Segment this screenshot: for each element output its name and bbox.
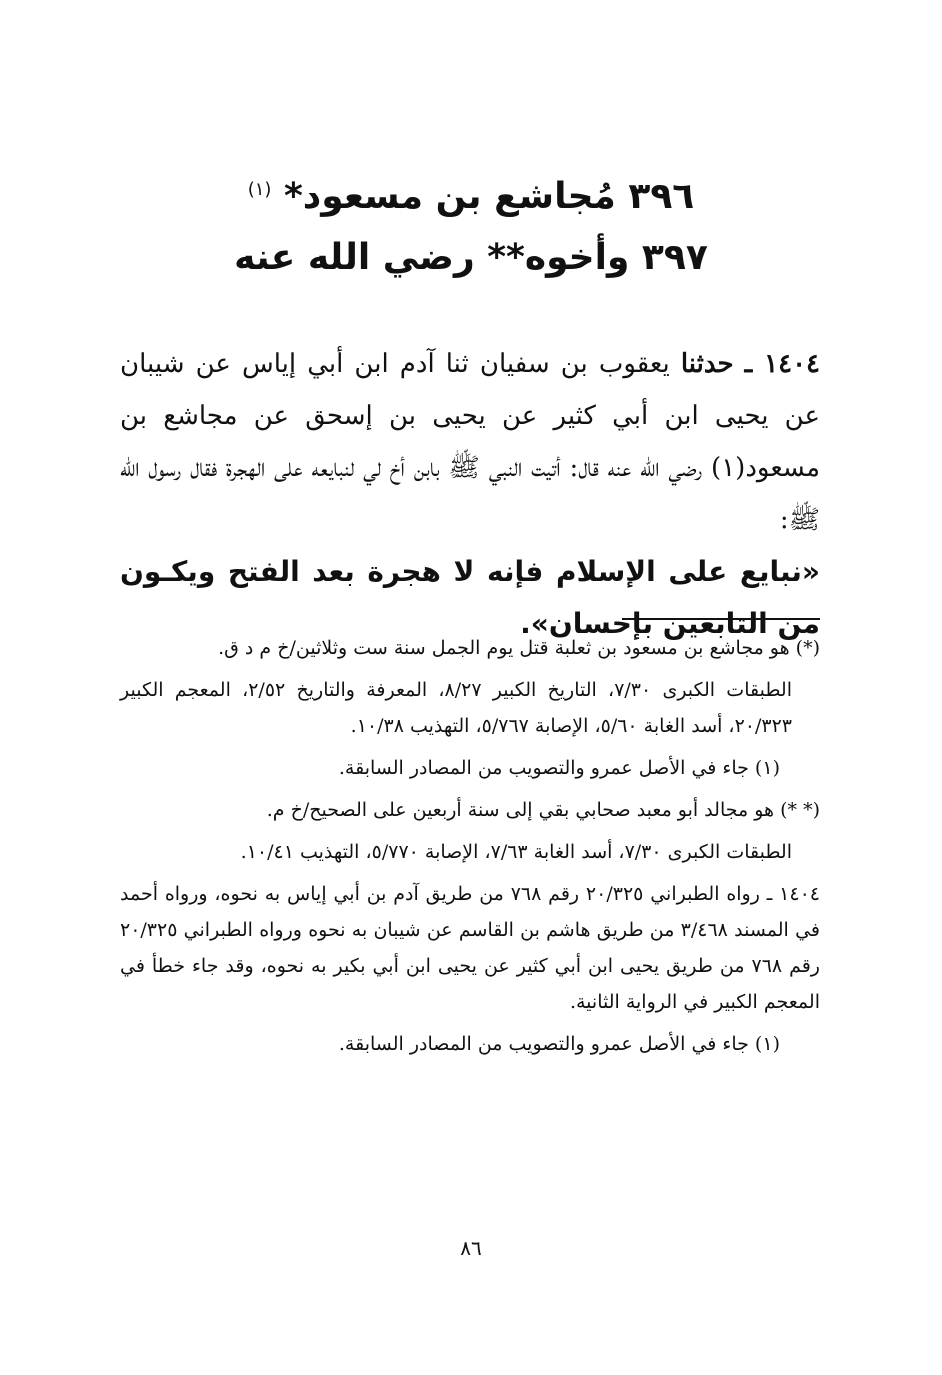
page-number: ٨٦ [460,1236,482,1260]
hadith-opening: حدثنا [680,349,734,379]
heading-text: ٣٩٧ وأخوه** رضي الله عنه [234,237,708,278]
footnote-marker: (١) [247,179,272,200]
hadith-matn: «نبايع على الإسلام فإنه لا هجرة بعد الفتح ويكـون من التابعين بإحسان». [120,555,820,640]
hadith-isnad: يعقوب بن سفيان ثنا آدم ابن أبي إياس عن شيبان عن يحيى ابن أبي كثير عن يحيى بن إسحق عن مجاشع بن مسعود(١) رضي الله عنه قال: أتيت النبي ﷺ بابن أخ لي لنبايعه على الهجرة فقال رسول الله ﷺ: [120,349,820,535]
heading-text: ٣٩٦ مُجاشع بن مسعود* [283,176,695,217]
footnote-sources-2: الطبقات الكبرى ٧/٣٠، أسد الغابة ٧/٦٣، الإصابة ٥/٧٧٠، التهذيب ١٠/٤١. [240,841,792,863]
footnote-biography-1: (*) هو مجاشع بن مسعود بن ثعلبة قتل يوم الجمل سنة ست وثلاثين/خ م د ق. [218,637,820,659]
footnotes [120,630,820,1068]
footnote-correction-1: (١) جاء في الأصل عمرو والتصويب من المصادر السابقة. [338,757,780,779]
footnote-sources-1: الطبقات الكبرى ٧/٣٠، التاريخ الكبير ٨/٢٧، المعرفة والتاريخ ٢/٥٢، المعجم الكبير ٢٠/٣٢٣، أسد الغابة ٥/٦٠، الإصابة ٥/٧٦٧، التهذيب ١٠/٣٨. [120,679,792,737]
hadith-paragraph [120,338,820,546]
hadith-number: ١٤٠٤ ـ [744,349,820,379]
section-heading-396 [0,168,942,219]
footnote-correction-2: (١) جاء في الأصل عمرو والتصويب من المصادر السابقة. [338,1033,780,1055]
hadith-text [120,338,820,650]
footnote-divider [622,618,820,620]
section-heading-397 [0,236,942,280]
footnote-biography-2: (* *) هو مجالد أبو معبد صحابي بقي إلى سنة أربعين على الصحيح/خ م. [266,799,820,821]
footnote-takhrij: ١٤٠٤ ـ رواه الطبراني ٢٠/٣٢٥ رقم ٧٦٨ من طريق آدم بن أبي إياس به نحوه، ورواه أحمد في المسند ٣/٤٦٨ من طريق هاشم بن القاسم عن شيبان به نحوه ورواه الطبراني ٢٠/٣٢٥ رقم ٧٦٨ من طريق يحيى ابن أبي كثير عن يحيى ابن أبي بكير به نحوه، وقد جاء خطأ في المعجم الكبير في الرواية الثانية. [120,883,820,1013]
